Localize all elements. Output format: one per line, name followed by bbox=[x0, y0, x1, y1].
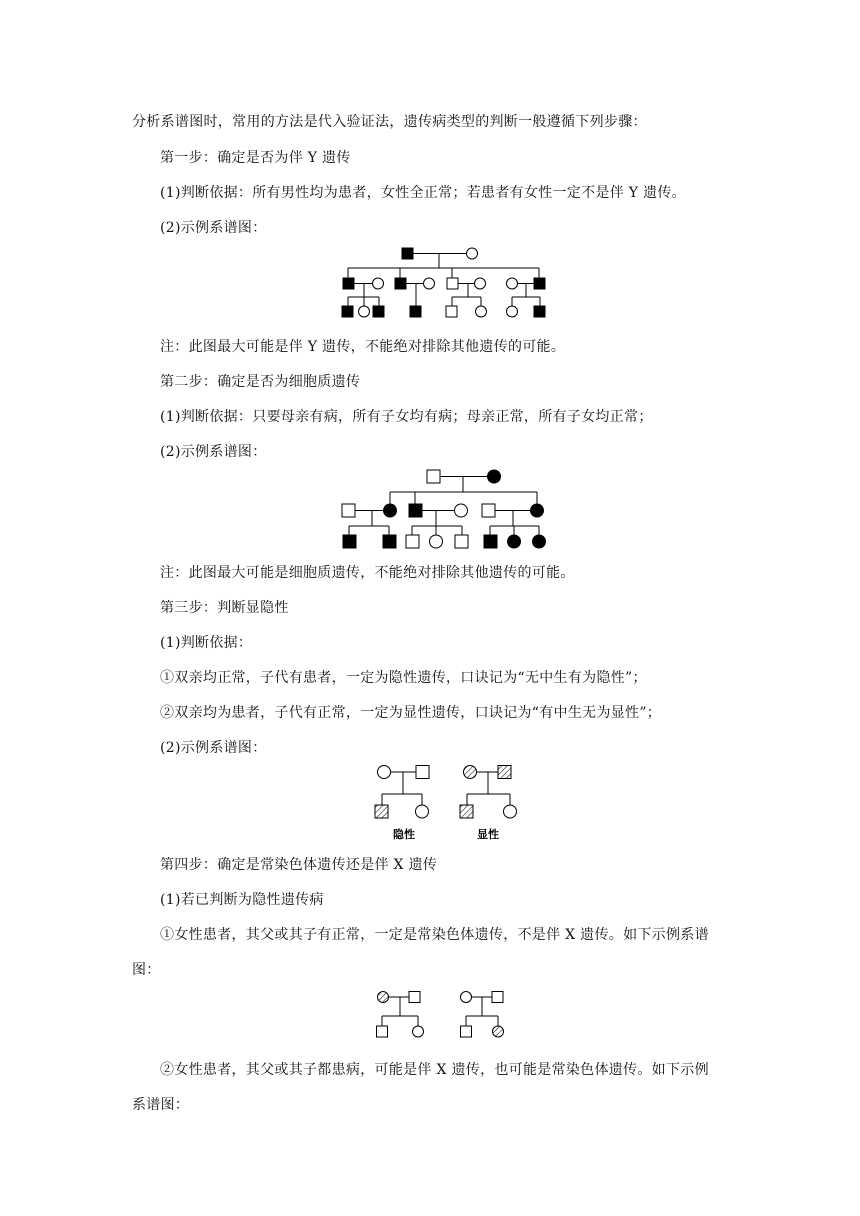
step1-basis: (1)判断依据：所有男性均为患者，女性全正常；若患者有女性一定不是伴 Y 遗传。 bbox=[160, 185, 686, 201]
step1-note: 注：此图最大可能是伴 Y 遗传，不能绝对排除其他遗传的可能。 bbox=[160, 339, 566, 355]
pedigree-autosomal-examples bbox=[370, 986, 520, 1044]
step3-rule2: ②双亲均为患者，子代有正常，一定为显性遗传，口诀记为“有中生无为显性”； bbox=[160, 705, 662, 721]
step4-sub1: (1)若已判断为隐性遗传病 bbox=[160, 892, 324, 908]
step4-rule2-line2: 系谱图： bbox=[132, 1097, 190, 1113]
step2-example-label: (2)示例系谱图： bbox=[160, 444, 267, 460]
step3-example-label: (2)示例系谱图： bbox=[160, 740, 267, 756]
step4-rule1-line2: 图： bbox=[132, 962, 161, 978]
step3-basis: (1)判断依据： bbox=[160, 635, 253, 651]
step1-example-label: (2)示例系谱图： bbox=[160, 220, 267, 236]
pedigree-cytoplasmic bbox=[336, 464, 556, 554]
step1-heading: 第一步：确定是否为伴 Y 遗传 bbox=[160, 150, 351, 166]
caption-recessive: 隐性 bbox=[393, 828, 415, 841]
step4-rule1-line1: ①女性患者，其父或其子有正常，一定是常染色体遗传，不是伴 X 遗传。如下示例系谱 bbox=[160, 927, 709, 943]
step3-heading: 第三步：判断显隐性 bbox=[160, 600, 289, 616]
caption-dominant: 显性 bbox=[477, 828, 499, 841]
step4-heading: 第四步：确定是常染色体遗传还是伴 X 遗传 bbox=[160, 857, 438, 873]
step4-rule2-line1: ②女性患者，其父或其子都患病，可能是伴 X 遗传，也可能是常染色体遗传。如下示例 bbox=[160, 1062, 709, 1078]
step2-basis: (1)判断依据：只要母亲有病，所有子女均有病；母亲正常，所有子女均正常； bbox=[160, 409, 653, 425]
step3-rule1: ①双亲均正常，子代有患者，一定为隐性遗传，口诀记为“无中生有为隐性”； bbox=[160, 670, 647, 686]
step2-heading: 第二步：确定是否为细胞质遗传 bbox=[160, 374, 361, 390]
pedigree-recessive-dominant bbox=[360, 760, 540, 846]
step2-note: 注：此图最大可能是细胞质遗传，不能绝对排除其他遗传的可能。 bbox=[160, 565, 575, 581]
intro-paragraph: 分析系谱图时，常用的方法是代入验证法，遗传病类型的判断一般遵循下列步骤： bbox=[132, 114, 647, 130]
pedigree-y-linked bbox=[336, 242, 552, 322]
